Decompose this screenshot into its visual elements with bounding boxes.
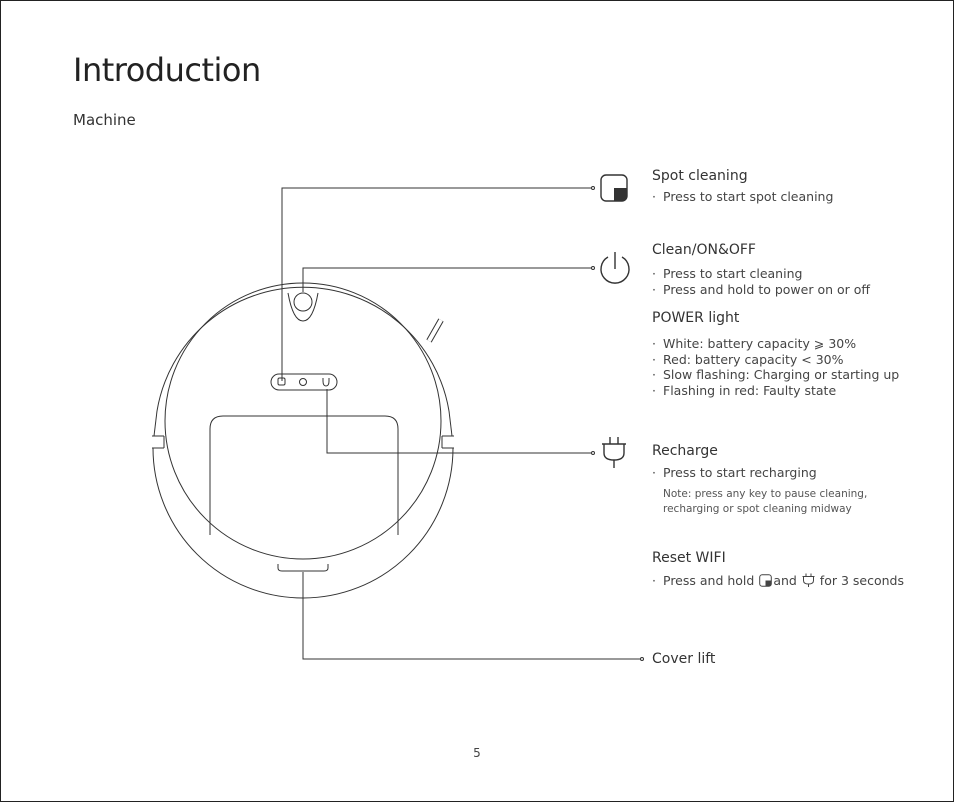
callout-lines <box>282 187 644 661</box>
reset-wifi-bullet <box>652 573 942 589</box>
spot-cleaning-bullet: · Press to start spot cleaning <box>652 189 942 205</box>
reset-wifi-text-after: for 3 seconds <box>815 573 904 588</box>
power-light-bullet: · Red: battery capacity < 30% <box>652 352 942 368</box>
power-light-bullet: · Flashing in red: Faulty state <box>652 383 942 399</box>
recharge-heading: Recharge <box>652 443 718 459</box>
power-light-bullet: · White: battery capacity ⩾ 30% <box>652 336 942 352</box>
power-light-heading: POWER light <box>652 310 740 326</box>
feature-recharge <box>652 443 942 517</box>
spot-cleaning-icon <box>759 574 772 587</box>
recharge-note-line: Note: press any key to pause cleaning, <box>663 487 868 500</box>
recharge-plug-icon <box>602 437 626 468</box>
section-subtitle: Machine <box>73 111 136 129</box>
clean-on-off-bullet: · Press to start cleaning <box>652 266 942 282</box>
feature-spot-cleaning <box>652 168 942 205</box>
reset-wifi-heading: Reset WIFI <box>652 550 726 566</box>
robot-body <box>152 283 454 598</box>
clean-on-off-bullet: · Press and hold to power on or off <box>652 282 942 298</box>
feature-clean-on-off <box>652 242 942 297</box>
lidar-cap <box>288 293 318 321</box>
reset-wifi-text-before: Press and hold <box>663 573 755 588</box>
clean-on-off-heading: Clean/ON&OFF <box>652 242 756 258</box>
page-number: 5 <box>473 746 481 760</box>
spot-cleaning-icon <box>601 175 627 201</box>
spot-cleaning-heading: Spot cleaning <box>652 168 748 184</box>
recharge-bullet: · Press to start recharging <box>652 465 942 481</box>
feature-cover-lift <box>652 651 942 667</box>
power-icon <box>601 252 629 283</box>
cover-lift-heading: Cover lift <box>652 651 716 667</box>
power-light-bullet: · Slow flashing: Charging or starting up <box>652 367 942 383</box>
feature-power-light <box>652 310 942 398</box>
button-panel <box>271 374 337 390</box>
feature-reset-wifi <box>652 550 942 589</box>
robot-vacuum-diagram <box>1 1 953 801</box>
page-title: Introduction <box>73 51 261 89</box>
side-brush <box>429 320 441 341</box>
recharge-note <box>663 487 942 517</box>
recharge-plug-icon <box>802 573 815 587</box>
reset-wifi-text-middle: and <box>773 573 801 588</box>
recharge-note-line: recharging or spot cleaning midway <box>663 502 852 515</box>
